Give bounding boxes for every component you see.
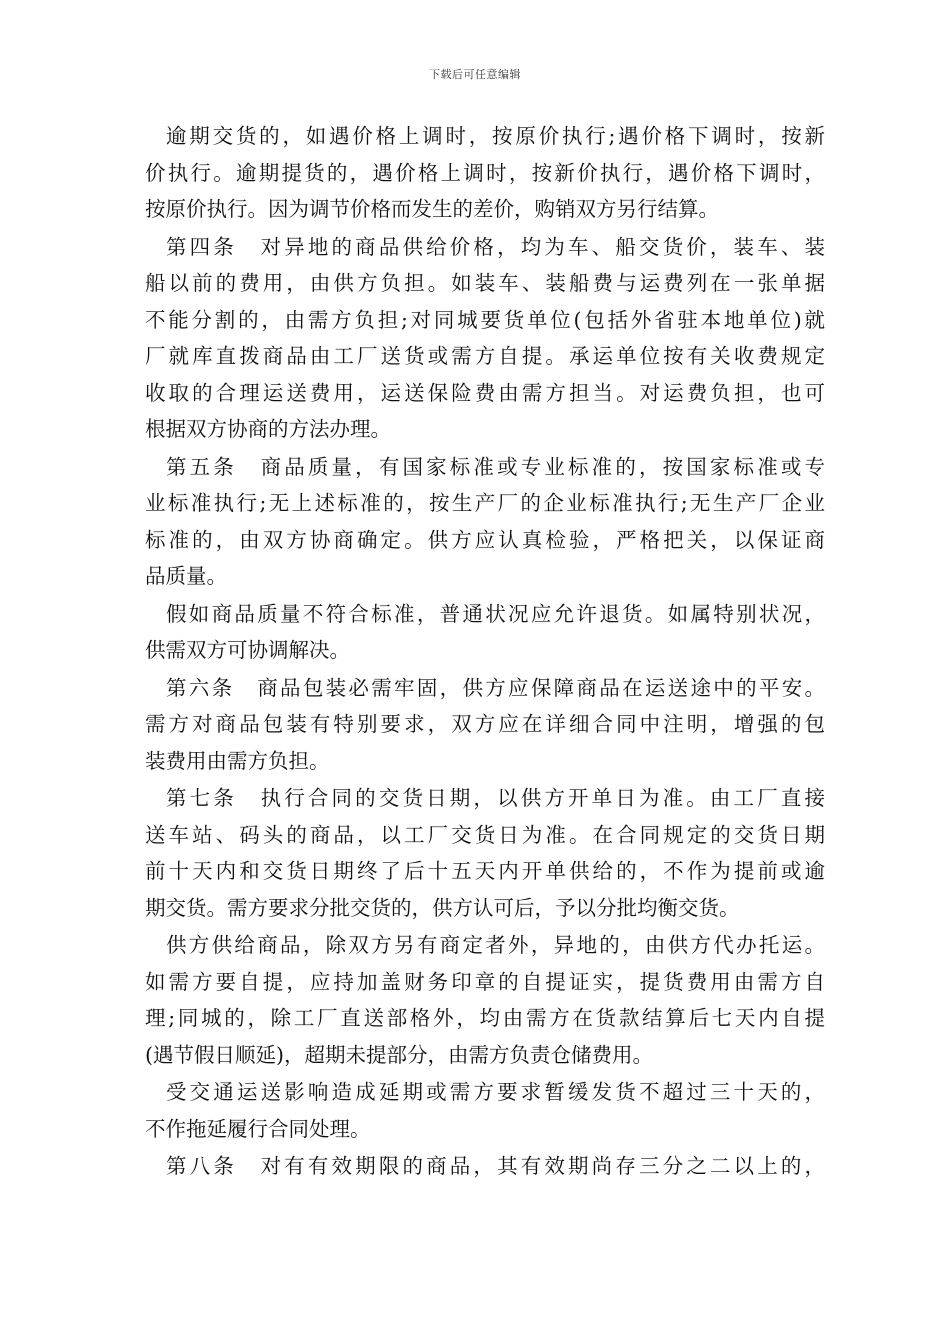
text-line: 装费用由需方负担。 — [145, 748, 330, 773]
page-header: 下载后可任意编辑 — [429, 68, 521, 81]
text-line: 期交货。需方要求分批交货的，供方认可后，予以分批均衡交货。 — [145, 895, 740, 920]
text-line: 第七条 执行合同的交货日期，以供方开单日为准。由工厂直接 — [166, 786, 825, 810]
text-line: 标准的，由双方协商确定。供方应认真检验，严格把关，以保证商 — [145, 527, 825, 552]
text-line: 受交通运送影响造成延期或需方要求暂缓发货不超过三十天的， — [166, 1080, 825, 1104]
text-line: 按原价执行。因为调节价格而发生的差价，购销双方另行结算。 — [145, 197, 719, 221]
text-line: 第四条 对异地的商品供给价格，均为车、船交货价，装车、装 — [166, 234, 825, 259]
text-line: (遇节假日顺延)，超期未提部分，由需方负责仓储费用。 — [145, 1042, 653, 1067]
text-line: 前十天内和交货日期终了后十五天内开单供给的，不作为提前或逾 — [145, 859, 825, 883]
text-line: 品质量。 — [145, 564, 227, 588]
text-line: 送车站、码头的商品，以工厂交货日为准。在合同规定的交货日期 — [145, 822, 825, 847]
text-line: 供需双方可协调解决。 — [145, 638, 350, 662]
text-line: 第六条 商品包装必需牢固，供方应保障商品在运送途中的平安。 — [166, 675, 825, 700]
text-line: 如需方要自提，应持加盖财务印章的自提证实，提货费用由需方自 — [145, 969, 825, 994]
document-body — [145, 118, 825, 1185]
text-line: 收取的合理运送费用，运送保险费由需方担当。对运费负担，也可 — [145, 380, 825, 405]
text-line: 供方供给商品，除双方另有商定者外，异地的，由供方代办托运。 — [166, 933, 825, 957]
text-line: 逾期交货的，如遇价格上调时，按原价执行;遇价格下调时，按新 — [166, 124, 825, 148]
text-line: 需方对商品包装有特别要求，双方应在详细合同中注明，增强的包 — [145, 712, 825, 736]
text-line: 价执行。逾期提货的，遇价格上调时，按新价执行，遇价格下调时， — [145, 160, 825, 185]
text-line: 理;同城的，除工厂直送部格外，均由需方在货款结算后七天内自提 — [145, 1006, 825, 1030]
text-line: 第五条 商品质量，有国家标准或专业标准的，按国家标准或专 — [166, 454, 825, 479]
text-line: 业标准执行;无上述标准的，按生产厂的企业标准执行;无生产厂企业 — [145, 491, 825, 515]
text-line: 根据双方协商的方法办理。 — [145, 417, 391, 441]
text-line: 不能分割的，由需方负担;对同城要货单位(包括外省驻本地单位)就 — [145, 307, 825, 332]
text-line: 假如商品质量不符合标准，普通状况应允许退货。如属特别状况， — [166, 601, 825, 626]
text-line: 第八条 对有有效期限的商品，其有效期尚存三分之二以上的， — [166, 1154, 825, 1178]
text-line: 船以前的费用，由供方负担。如装车、装船费与运费列在一张单据 — [145, 271, 825, 295]
text-line: 不作拖延履行合同处理。 — [145, 1116, 371, 1141]
text-line: 厂就库直拨商品由工厂送货或需方自提。承运单位按有关收费规定 — [145, 344, 825, 368]
